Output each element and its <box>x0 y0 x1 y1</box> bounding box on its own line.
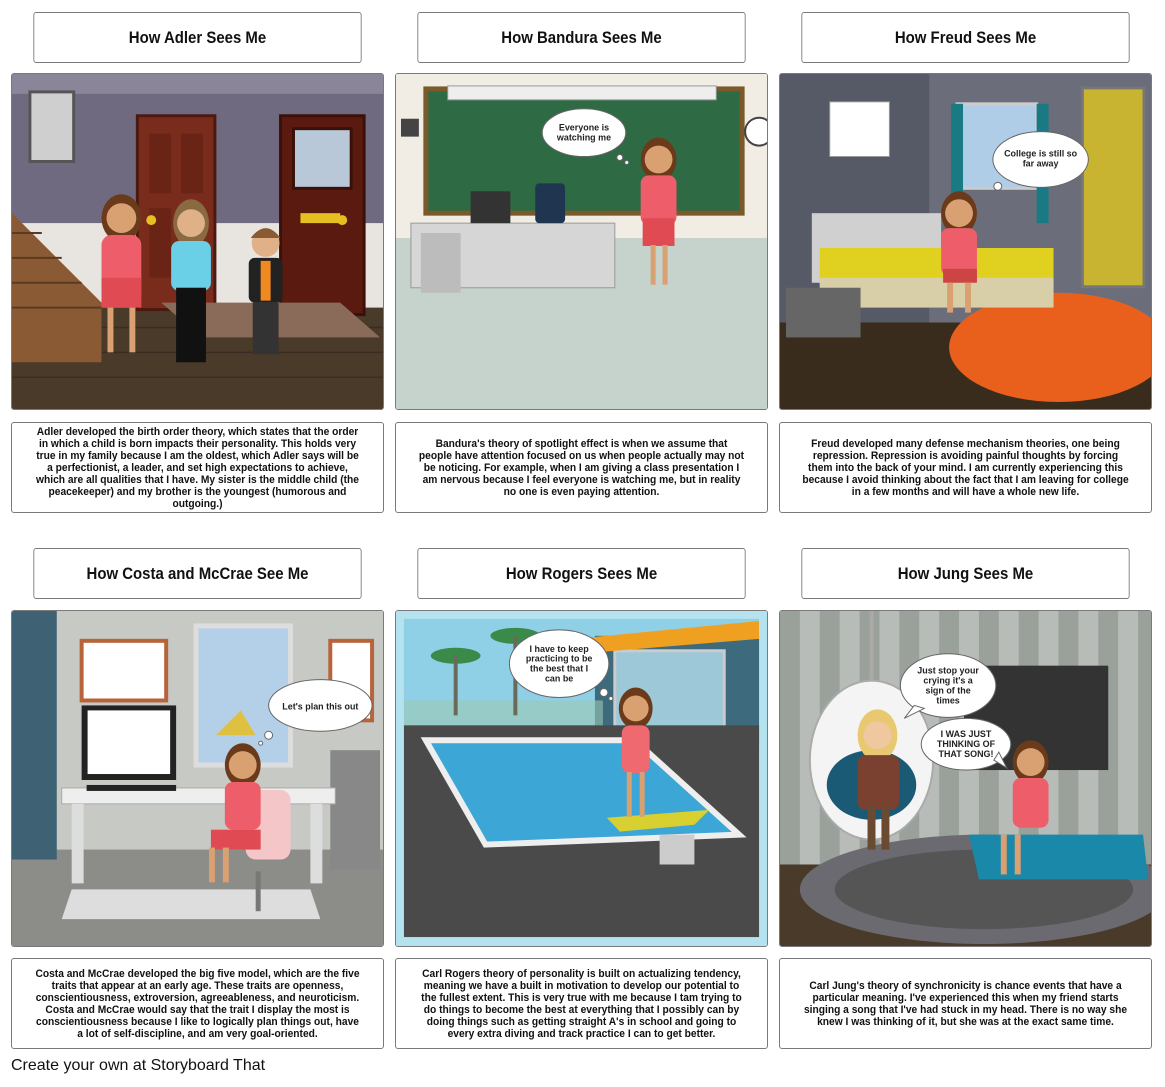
bubble-line: I WAS JUST <box>940 729 992 740</box>
panel-4-title: How Costa and McCrae See Me <box>33 548 361 599</box>
panel-3-scene <box>779 73 1152 410</box>
panel-5-scene <box>395 610 768 947</box>
bubble-line: Everyone is <box>558 122 610 133</box>
bubble-line: Let's plan this out <box>282 701 359 712</box>
panel-4-scene <box>11 610 384 947</box>
bubble-line: THAT SONG! <box>938 749 994 760</box>
footer-link[interactable]: Create your own at Storyboard That <box>11 1057 266 1074</box>
bubble-line: sign of the <box>925 685 971 696</box>
panel-6-title: How Jung Sees Me <box>801 548 1129 599</box>
panel-1-description: Adler developed the birth order theory, which states that the order in which a child is born impacts their personality. This holds very true in my family because I am the oldest, which Adler says will be a perfectionist, a leader, and set high expectations to achieve, which are all qualities that I have. My sister is the middle child (the peacekeeper) and my brother is the youngest (humorous and outgoing.) <box>11 422 384 513</box>
panel-5-title: How Rogers Sees Me <box>417 548 745 599</box>
panel-6-description: Carl Jung's theory of synchronicity is chance events that have a particular meaning. I've experienced this when my friend starts singing a song that I've had stuck in my head. There is no way she knew I was thinking of it, but she was at the exact same time. <box>779 958 1152 1049</box>
bubble-line: THINKING OF <box>936 739 996 750</box>
bubble-line: watching me <box>556 132 612 143</box>
bubble-line: times <box>936 695 960 706</box>
panel-1-title: How Adler Sees Me <box>33 12 361 63</box>
bubble-line: can be <box>544 673 574 684</box>
bubble-line: Just stop your <box>917 665 979 676</box>
panel-6-speech-bubble-friend <box>900 654 995 719</box>
panel-5-description: Carl Rogers theory of personality is built on actualizing tendency, meaning we have a built in motivation to develop our potential to the fullest extent. This is very true with me because I tam trying to do things to become the best at everything that I possibly can by doing things such as getting straight A's in school and going to every extra diving and track practice I can to get better. <box>395 958 768 1049</box>
bubble-line: practicing to be <box>525 653 593 664</box>
panel-2-description: Bandura's theory of spotlight effect is when we assume that people have attention focused on us when people actually may not be noticing. For example, when I am giving a class presentation I am nervous because I feel everyone is watching me, but in reality no one is even paying attention. <box>395 422 768 513</box>
bubble-line: far away <box>1022 158 1059 169</box>
panel-1-scene <box>11 73 384 410</box>
panel-4-description: Costa and McCrae developed the big five model, which are the five traits that appear at an early age. These traits are openness, conscientiousness, extroversion, agreeableness, and neuroticism. Costa and McCrae would say that the trait I display the most is conscientiousness because I like to logically plan things out, have a lot of self-discipline, and am very goal-oriented. <box>11 958 384 1049</box>
panel-3-description: Freud developed many defense mechanism theories, one being repression. Repression is avoiding painful thoughts by forcing them into the back of your mind. I am currently experiencing this because I avoid thinking about the fact that I am leaving for college in a few months and will have a whole new life. <box>779 422 1152 513</box>
panel-2-title: How Bandura Sees Me <box>417 12 745 63</box>
bubble-line: College is still so <box>1004 148 1078 159</box>
panel-6-scene <box>779 610 1152 947</box>
bubble-line: the best that I <box>530 663 589 674</box>
panel-6-speech-bubble-me <box>921 718 1011 770</box>
bubble-line: crying it's a <box>923 675 973 686</box>
panel-2-scene <box>395 73 768 410</box>
panel-3-title: How Freud Sees Me <box>801 12 1129 63</box>
bubble-line: I have to keep <box>529 643 589 654</box>
